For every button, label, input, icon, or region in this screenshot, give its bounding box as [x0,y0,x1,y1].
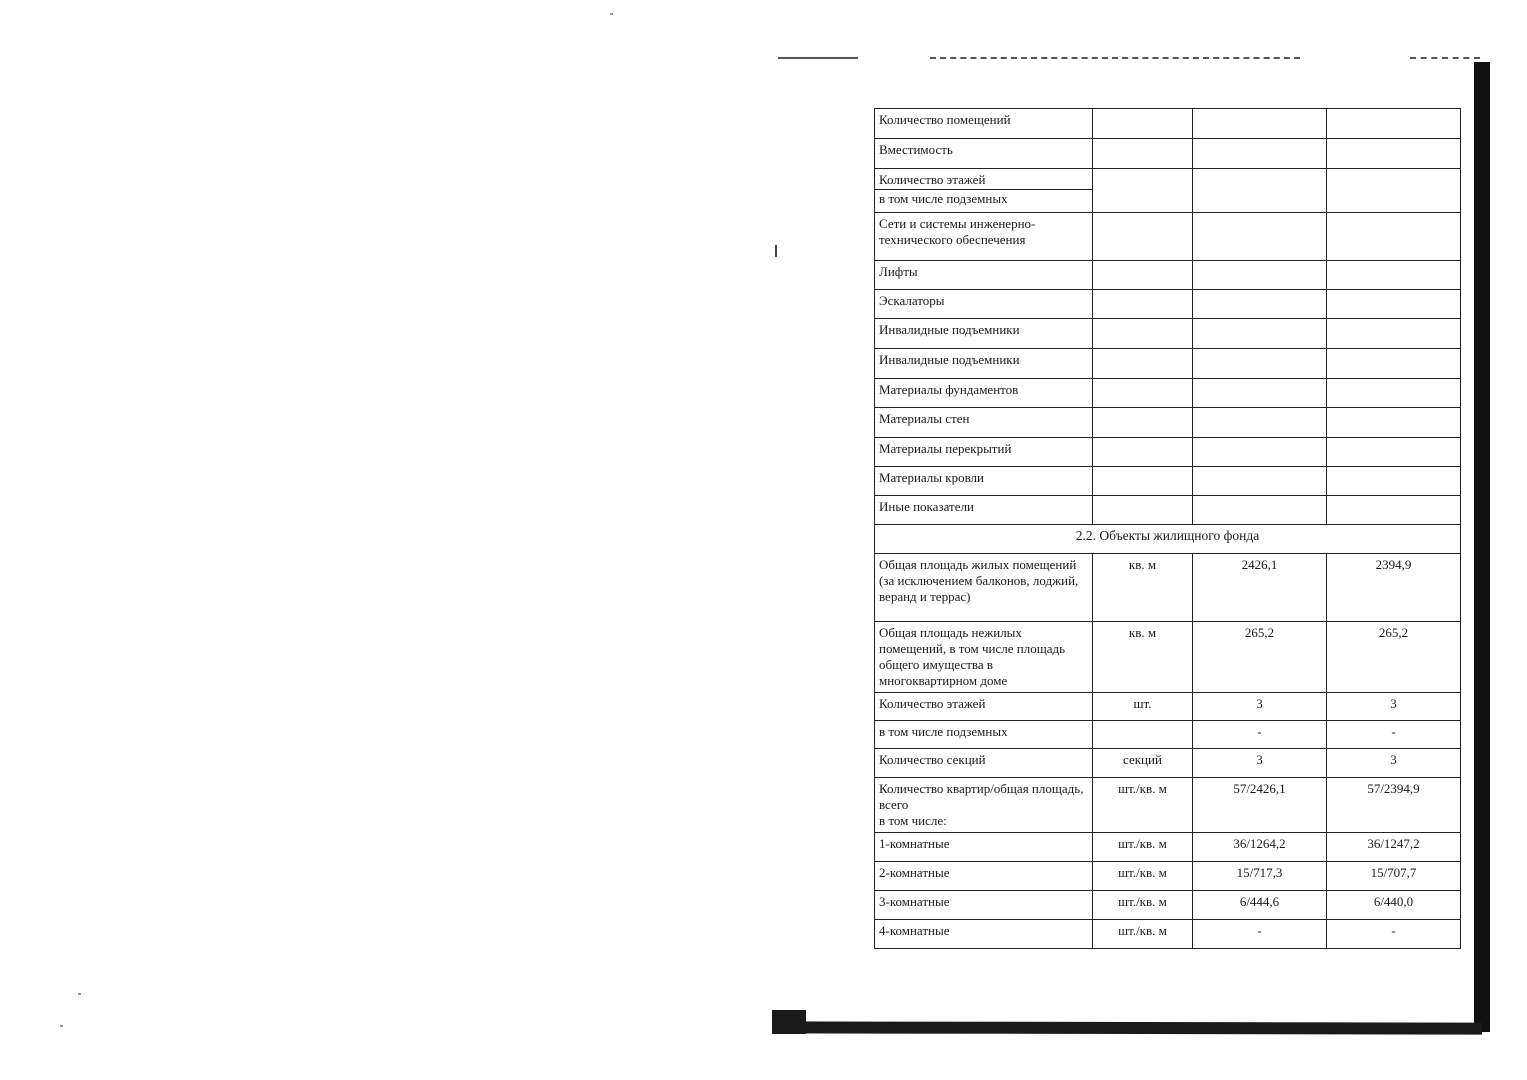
unit-cell [1093,379,1193,408]
row-label: Иные показатели [875,496,1093,525]
table-row [875,319,1461,349]
unit-cell [1093,467,1193,496]
row-label: Материалы фундаментов [875,379,1093,408]
table-row [875,139,1461,169]
table-row [875,349,1461,379]
row-label: Эскалаторы [875,290,1093,319]
row-label: Количество секций [875,749,1093,778]
row-label: Инвалидные подъемники [875,319,1093,349]
planned-cell [1193,496,1327,525]
unit-cell [1093,349,1193,379]
table-row [875,379,1461,408]
actual-cell: - [1327,721,1461,749]
actual-cell: 36/1247,2 [1327,833,1461,862]
scan-artifact-dashes [1410,57,1480,61]
row-label: в том числе подземных [875,721,1093,749]
actual-cell [1327,261,1461,290]
planned-cell: 3 [1193,693,1327,721]
unit-cell [1093,213,1193,261]
actual-cell: 3 [1327,749,1461,778]
unit-cell: кв. м [1093,622,1193,693]
row-label: Материалы кровли [875,467,1093,496]
scan-speck [60,1025,63,1027]
row-sublabel: в том числе: [879,813,947,828]
planned-cell [1193,169,1327,213]
unit-cell: шт. [1093,693,1193,721]
unit-cell [1093,438,1193,467]
unit-cell [1093,319,1193,349]
row-label: 3-комнатные [875,891,1093,920]
unit-cell [1093,139,1193,169]
row-label: Вместимость [875,139,1093,169]
planned-cell [1193,467,1327,496]
row-label: Количество этажей [875,693,1093,721]
row-label: 1-комнатные [875,833,1093,862]
actual-cell [1327,349,1461,379]
scan-artifact-dashes [930,57,1300,61]
unit-cell: шт./кв. м [1093,862,1193,891]
unit-cell: шт./кв. м [1093,778,1193,833]
unit-cell: шт./кв. м [1093,833,1193,862]
actual-cell [1327,169,1461,213]
actual-cell: 6/440,0 [1327,891,1461,920]
table-row [875,496,1461,525]
actual-cell [1327,213,1461,261]
row-label-group [875,169,1093,213]
planned-cell: 2426,1 [1193,554,1327,622]
row-label: Материалы перекрытий [875,438,1093,467]
table-row [875,290,1461,319]
planned-cell: - [1193,920,1327,949]
row-label: Сети и системы инженерно-технического обеспечения [875,213,1093,261]
actual-cell [1327,467,1461,496]
row-label: 2-комнатные [875,862,1093,891]
table-row [875,213,1461,261]
scan-artifact-line [778,57,858,61]
unit-cell [1093,290,1193,319]
table-row [875,169,1461,213]
table-row [875,261,1461,290]
planned-cell [1193,379,1327,408]
row-label: Материалы стен [875,408,1093,438]
planned-cell: 36/1264,2 [1193,833,1327,862]
actual-cell [1327,408,1461,438]
planned-cell [1193,319,1327,349]
actual-cell [1327,496,1461,525]
section-title: 2.2. Объекты жилищного фонда [875,525,1461,554]
row-sublabel: в том числе подземных [875,189,1092,207]
actual-cell: 3 [1327,693,1461,721]
row-label: Лифты [875,261,1093,290]
row-label-group [875,778,1093,833]
row-label: Инвалидные подъемники [875,349,1093,379]
table-row [875,467,1461,496]
unit-cell [1093,109,1193,139]
scan-artifact-tick [775,245,777,257]
page-edge-corner [772,1010,806,1034]
section-row [875,525,1461,554]
unit-cell: секций [1093,749,1193,778]
page-edge-bottom [772,1021,1482,1034]
unit-cell [1093,169,1193,213]
table-row [875,891,1461,920]
row-label: 4-комнатные [875,920,1093,949]
indicators-table [874,108,1461,949]
table-row [875,438,1461,467]
table-row [875,833,1461,862]
page-edge-right [1474,62,1490,1032]
unit-cell: шт./кв. м [1093,920,1193,949]
scan-speck [78,993,81,995]
actual-cell [1327,290,1461,319]
actual-cell: 2394,9 [1327,554,1461,622]
planned-cell [1193,261,1327,290]
planned-cell: 6/444,6 [1193,891,1327,920]
planned-cell: 15/717,3 [1193,862,1327,891]
planned-cell: 3 [1193,749,1327,778]
actual-cell [1327,379,1461,408]
table-row [875,862,1461,891]
actual-cell: 15/707,7 [1327,862,1461,891]
actual-cell: 57/2394,9 [1327,778,1461,833]
table-row [875,920,1461,949]
planned-cell [1193,290,1327,319]
row-label: Количество помещений [875,109,1093,139]
planned-cell [1193,109,1327,139]
planned-cell: 57/2426,1 [1193,778,1327,833]
planned-cell: 265,2 [1193,622,1327,693]
table-row [875,749,1461,778]
actual-cell [1327,438,1461,467]
unit-cell: кв. м [1093,554,1193,622]
table-row [875,693,1461,721]
scan-speck [610,13,613,15]
table-row [875,554,1461,622]
unit-cell: шт./кв. м [1093,891,1193,920]
table-row [875,721,1461,749]
actual-cell [1327,139,1461,169]
row-label: Общая площадь жилых помещений (за исключением балконов, лоджий, веранд и террас) [875,554,1093,622]
table-row [875,408,1461,438]
actual-cell: 265,2 [1327,622,1461,693]
planned-cell [1193,213,1327,261]
row-label: Количество квартир/общая площадь, всего [879,781,1084,812]
planned-cell [1193,438,1327,467]
actual-cell: - [1327,920,1461,949]
actual-cell [1327,319,1461,349]
unit-cell [1093,408,1193,438]
planned-cell [1193,408,1327,438]
table-row [875,109,1461,139]
planned-cell [1193,349,1327,379]
row-label: Общая площадь нежилых помещений, в том числе площадь общего имущества в многоквартирном доме [875,622,1093,693]
table-row [875,778,1461,833]
table-row [875,622,1461,693]
actual-cell [1327,109,1461,139]
unit-cell [1093,261,1193,290]
unit-cell [1093,721,1193,749]
planned-cell [1193,139,1327,169]
planned-cell: - [1193,721,1327,749]
row-label: Количество этажей [879,172,986,187]
unit-cell [1093,496,1193,525]
